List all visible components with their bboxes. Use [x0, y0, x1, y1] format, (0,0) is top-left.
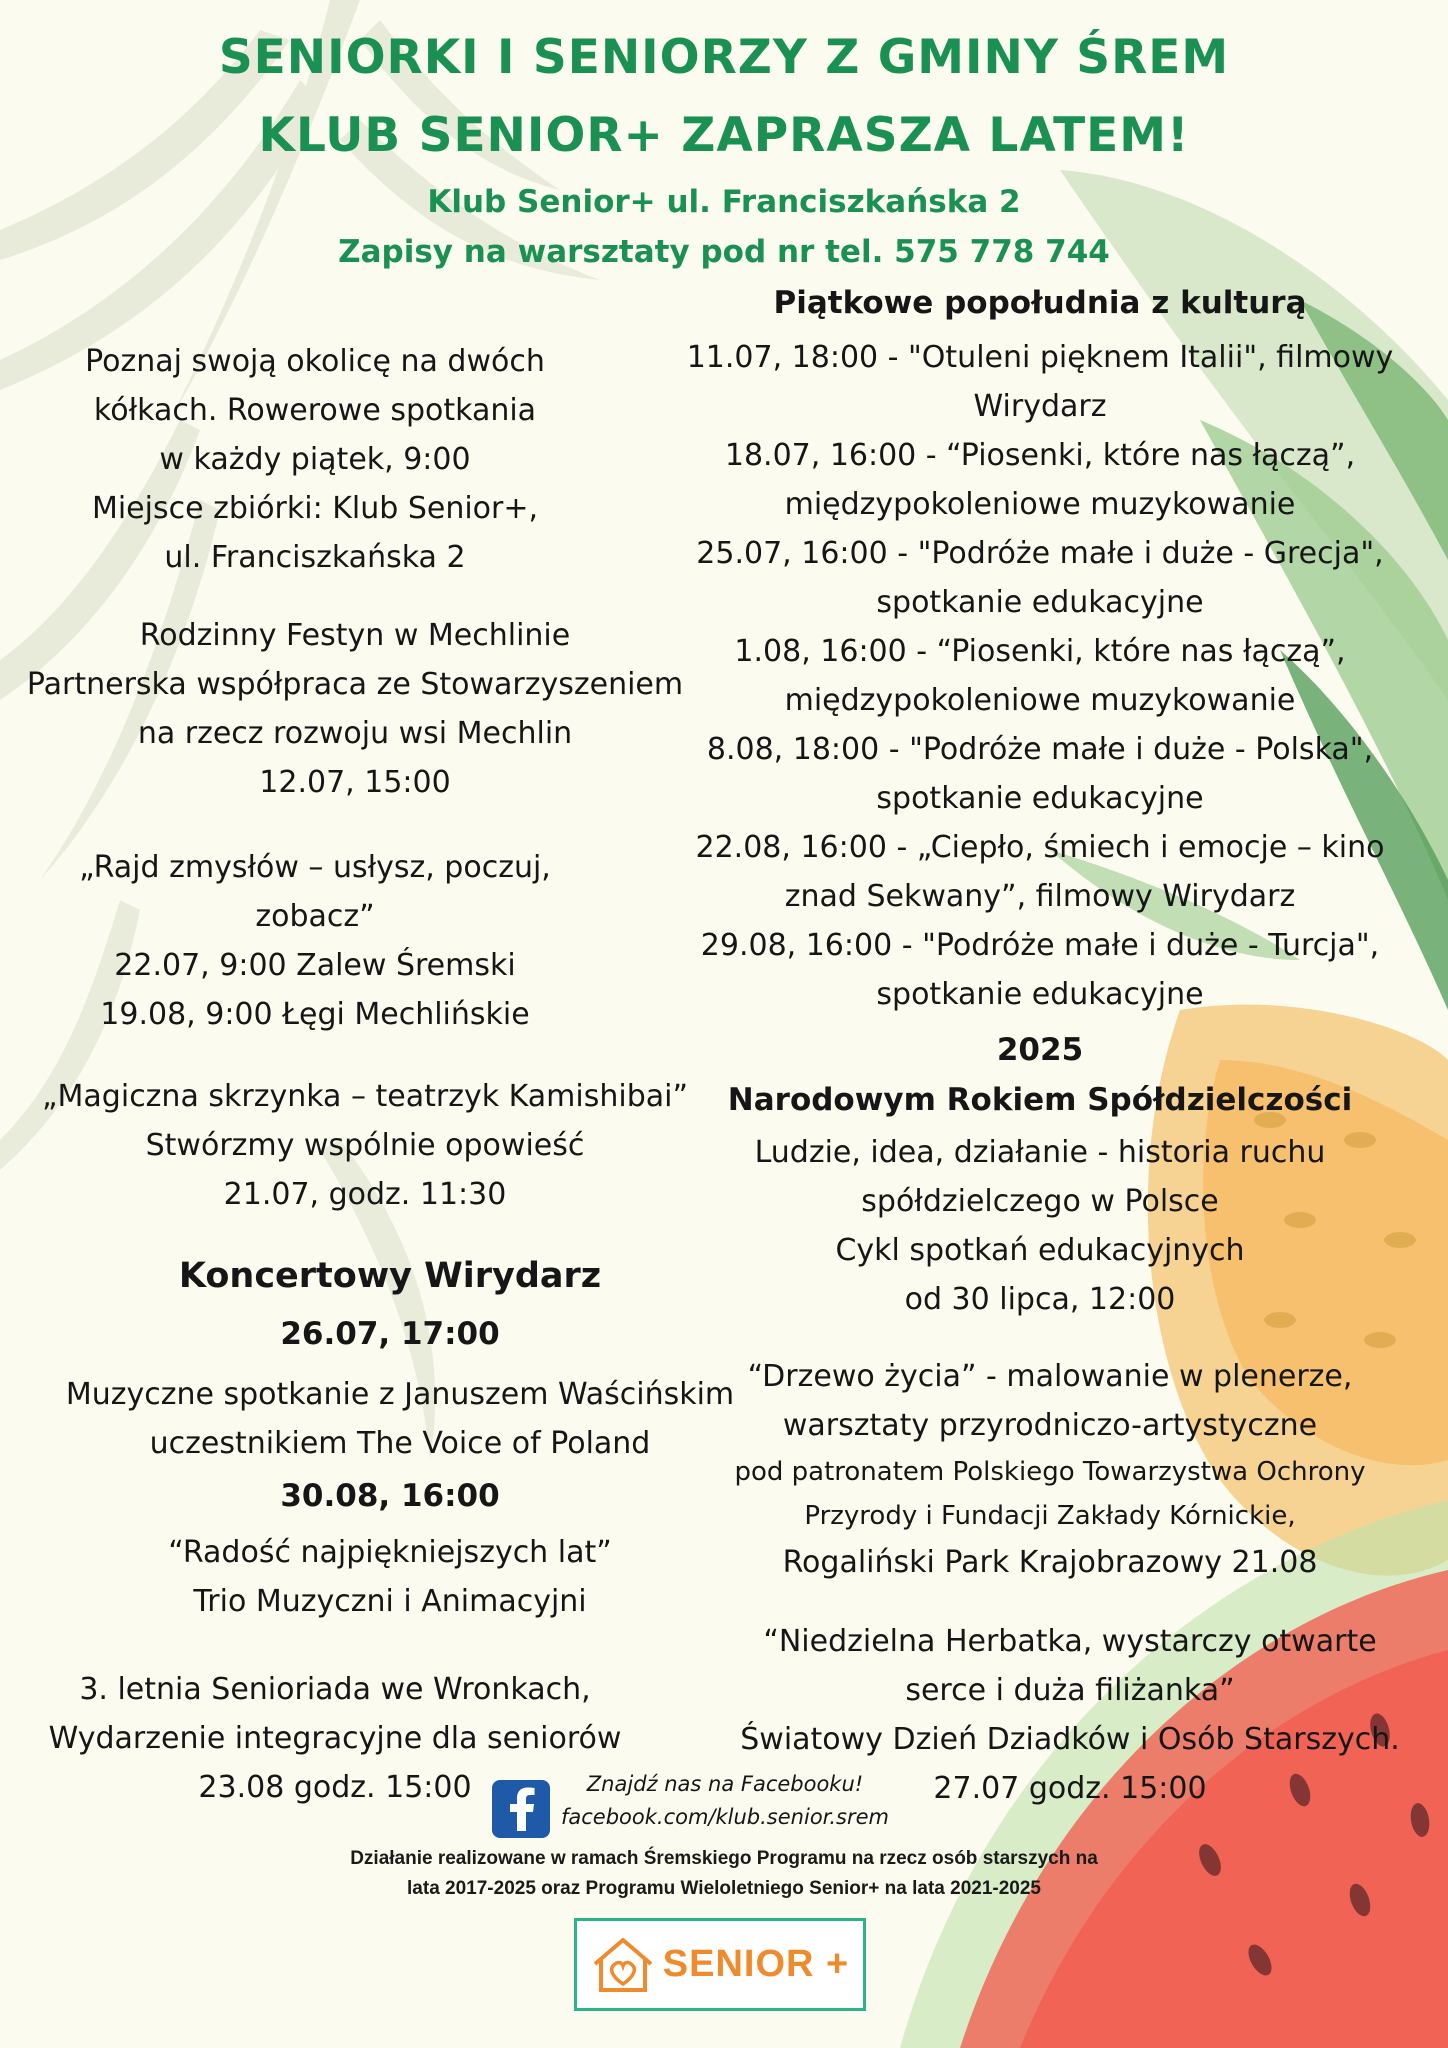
festyn-line: na rzecz rozwoju wsi Mechlin — [137, 716, 573, 751]
bike-line: w każdy piątek, 9:00 — [159, 442, 471, 477]
rajd-line: zobacz” — [255, 899, 375, 934]
rok-heading: Narodowym Rokiem Spółdzielczości — [727, 1082, 1353, 1118]
senior-plus-logo — [574, 1918, 866, 2011]
piatkowe-line: 22.08, 16:00 - „Ciepło, śmiech i emocje – kino — [695, 830, 1385, 865]
address-line: Klub Senior+ ul. Franciszkańska 2 — [427, 184, 1021, 220]
koncert-heading: Koncertowy Wirydarz — [178, 1256, 602, 1296]
piatkowe-line: znad Sekwany”, filmowy Wirydarz — [784, 879, 1296, 914]
rajd-line: 19.08, 9:00 Łęgi Mechlińskie — [100, 997, 530, 1032]
piatkowe-line: 25.07, 16:00 - "Podróże małe i duże - Grecja", — [696, 536, 1384, 571]
rok-line: spółdzielczego w Polsce — [861, 1184, 1219, 1219]
piatkowe-line: spotkanie edukacyjne — [876, 977, 1204, 1012]
senioriada-line: Wydarzenie integracyjne dla seniorów — [48, 1721, 622, 1756]
piatkowe-list — [680, 333, 1400, 1019]
rajd-line: 22.07, 9:00 Zalew Śremski — [114, 948, 516, 983]
rajd-line: „Rajd zmysłów – usłysz, poczuj, — [79, 850, 551, 885]
piatkowe-line: 18.07, 16:00 - “Piosenki, które nas łączą”, — [724, 438, 1356, 473]
signup-line: Zapisy na warsztaty pod nr tel. 575 778 744 — [338, 234, 1110, 270]
piatkowe-line: 8.08, 18:00 - "Podróże małe i duże - Polska", — [706, 732, 1374, 767]
facebook-cta: Znajdź nas na Facebooku! — [586, 1772, 864, 1796]
title-line-2: KLUB SENIOR+ ZAPRASZA LATEM! — [258, 108, 1190, 163]
drzewo-line: warsztaty przyrodniczo-artystyczne — [782, 1408, 1318, 1443]
senioriada-line: 3. letnia Senioriada we Wronkach, — [79, 1672, 591, 1707]
kamishibai-line: „Magiczna skrzynka – teatrzyk Kamishibai” — [42, 1079, 688, 1114]
herbatka-line: serce i duża filiżanka” — [905, 1673, 1235, 1708]
funding-note — [0, 1844, 1448, 1904]
funding-note-line: lata 2017-2025 oraz Programu Wieloletniego Senior+ na lata 2021-2025 — [407, 1878, 1041, 1899]
koncert-desc-2 — [20, 1528, 760, 1626]
facebook-f-icon — [504, 1787, 538, 1831]
drzewo-line: Rogaliński Park Krajobrazowy 21.08 — [782, 1545, 1318, 1580]
festyn-line: Rodzinny Festyn w Mechlinie — [139, 618, 571, 653]
festyn-line: Partnerska współpraca ze Stowarzyszeniem — [26, 667, 684, 702]
piatkowe-line: międzypokoleniowe muzykowanie — [784, 487, 1296, 522]
rok-line: Ludzie, idea, działanie - historia ruchu — [754, 1135, 1326, 1170]
piatkowe-line: 1.08, 16:00 - “Piosenki, które nas łączą”, — [734, 634, 1346, 669]
rok-year: 2025 — [996, 1032, 1084, 1068]
festyn-section — [20, 611, 690, 807]
facebook-info — [560, 1768, 890, 1834]
rajd-section — [20, 843, 610, 1039]
koncert-desc-line: Trio Muzyczni i Animacyjni — [193, 1584, 587, 1619]
drzewo-section — [700, 1352, 1400, 1587]
piatkowe-line: 11.07, 18:00 - "Otuleni pięknem Italii", filmowy — [686, 340, 1394, 375]
bike-line: kółkach. Rowerowe spotkania — [93, 393, 537, 428]
kamishibai-line: 21.07, godz. 11:30 — [223, 1177, 507, 1212]
rok-line: Cykl spotkań edukacyjnych — [835, 1233, 1245, 1268]
piatkowe-line: spotkanie edukacyjne — [876, 585, 1204, 620]
drzewo-line: “Drzewo życia” - malowanie w plenerze, — [747, 1359, 1353, 1394]
rok-section — [680, 1128, 1400, 1324]
koncert-desc-line: “Radość najpiękniejszych lat” — [168, 1535, 612, 1570]
piatkowe-line: 29.08, 16:00 - "Podróże małe i duże - Turcja", — [700, 928, 1380, 963]
koncert-desc-1 — [20, 1370, 780, 1468]
bike-line: ul. Franciszkańska 2 — [164, 540, 466, 575]
title-line-1: SENIORKI I SENIORZY Z GMINY ŚREM — [218, 30, 1230, 85]
koncert-desc-line: uczestnikiem The Voice of Poland — [149, 1426, 651, 1461]
piatkowe-line: Wirydarz — [973, 389, 1107, 424]
piatkowe-line: międzypokoleniowe muzykowanie — [784, 683, 1296, 718]
herbatka-line: Światowy Dzień Dziadków i Osób Starszych. — [740, 1722, 1400, 1757]
house-heart-icon — [591, 1934, 655, 1996]
facebook-link[interactable]: facebook.com/klub.senior.srem — [560, 1805, 889, 1829]
festyn-line: 12.07, 15:00 — [259, 765, 451, 800]
bike-section — [20, 337, 610, 582]
herbatka-line: 27.07 godz. 15:00 — [933, 1771, 1207, 1806]
funding-note-line: Działanie realizowane w ramach Śremskiego Programu na rzecz osób starszych na — [350, 1848, 1098, 1869]
rok-line: od 30 lipca, 12:00 — [904, 1282, 1176, 1317]
bike-line: Miejsce zbiórki: Klub Senior+, — [91, 491, 539, 526]
bike-line: Poznaj swoją okolicę na dwóch — [85, 344, 545, 379]
facebook-icon[interactable] — [492, 1780, 550, 1838]
koncert-desc-line: Muzyczne spotkanie z Januszem Waścińskim — [65, 1377, 735, 1412]
koncert-date-1: 26.07, 17:00 — [280, 1316, 500, 1352]
senioriada-section — [20, 1665, 650, 1812]
herbatka-line: “Niedzielna Herbatka, wystarczy otwarte — [763, 1624, 1377, 1659]
drzewo-small-line: Przyrody i Fundacji Zakłady Kórnickie, — [804, 1501, 1296, 1531]
kamishibai-line: Stwórzmy wspólnie opowieść — [145, 1128, 585, 1163]
piatkowe-line: spotkanie edukacyjne — [876, 781, 1204, 816]
kamishibai-section — [20, 1072, 710, 1219]
piatkowe-heading: Piątkowe popołudnia z kulturą — [773, 285, 1307, 321]
koncert-date-2: 30.08, 16:00 — [280, 1478, 500, 1514]
drzewo-small-line: pod patronatem Polskiego Towarzystwa Ochrony — [734, 1457, 1366, 1487]
senioriada-line: 23.08 godz. 15:00 — [198, 1770, 472, 1805]
logo-text: SENIOR + — [662, 1943, 850, 1985]
